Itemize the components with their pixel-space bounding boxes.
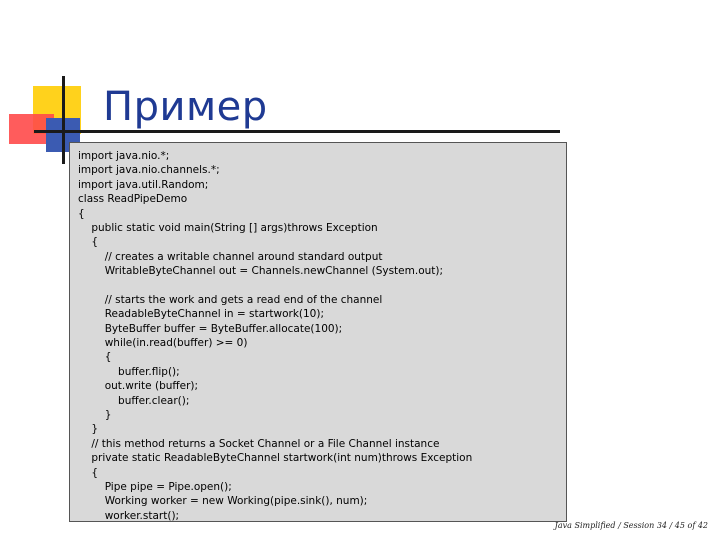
- code-line: {: [78, 351, 112, 364]
- code-line: import java.nio.channels.*;: [78, 164, 220, 177]
- code-line: WritableByteChannel out = Channels.newChannel (System.out);: [78, 265, 444, 278]
- code-line: while(in.read(buffer) >= 0): [78, 337, 248, 350]
- decor-vertical-line: [62, 76, 65, 164]
- code-line: buffer.flip();: [78, 365, 180, 378]
- code-line: {: [78, 466, 99, 479]
- code-line: {: [78, 207, 85, 220]
- code-line: // this method returns a Socket Channel or a File Channel instance: [78, 437, 440, 450]
- code-line: {: [78, 236, 99, 249]
- code-line: Working worker = new Working(pipe.sink(), num);: [78, 495, 368, 508]
- code-line: // starts the work and gets a read end of the channel: [78, 293, 383, 306]
- code-line: Pipe pipe = Pipe.open();: [78, 480, 232, 493]
- slide-footer: Java Simplified / Session 34 / 45 of 42: [554, 521, 708, 530]
- code-line: }: [78, 423, 99, 436]
- code-line: out.write (buffer);: [78, 380, 199, 393]
- slide-title: Пример: [103, 84, 268, 130]
- code-line: buffer.clear();: [78, 394, 190, 407]
- code-line: [78, 279, 566, 293]
- decor-horizontal-line: [34, 130, 560, 133]
- code-line: class ReadPipeDemo: [78, 193, 188, 206]
- code-line: public static void main(String [] args)throws Exception: [78, 221, 378, 234]
- code-line: import java.util.Random;: [78, 178, 209, 191]
- code-block: [69, 142, 567, 522]
- code-line: ReadableByteChannel in = startwork(10);: [78, 308, 325, 321]
- code-line: private static ReadableByteChannel startwork(int num)throws Exception: [78, 452, 473, 465]
- code-line: worker.start();: [78, 509, 180, 522]
- code-line: // creates a writable channel around standard output: [78, 250, 383, 263]
- code-line: ByteBuffer buffer = ByteBuffer.allocate(100);: [78, 322, 343, 335]
- code-line: import java.nio.*;: [78, 150, 170, 162]
- code-line: }: [78, 409, 112, 422]
